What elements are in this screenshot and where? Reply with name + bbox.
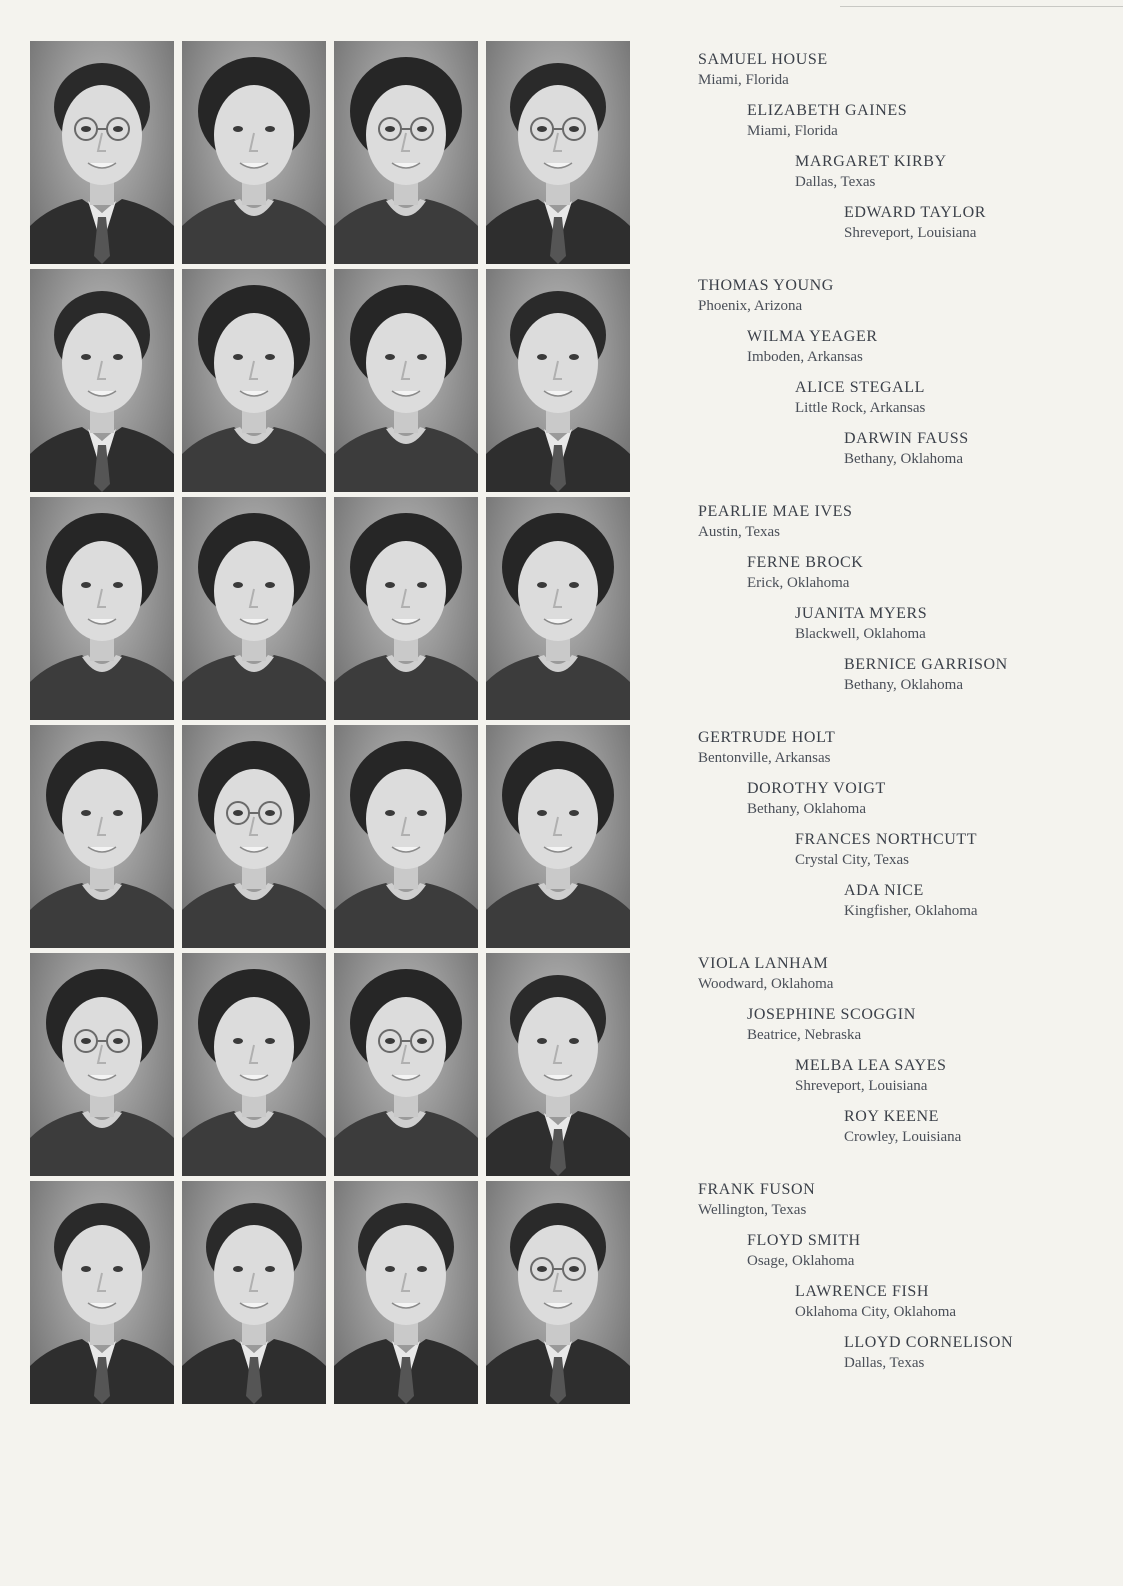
name-group (698, 1180, 1118, 1406)
portrait-photo (486, 269, 630, 492)
person-name: JOSEPHINE SCOGGIN (747, 1006, 916, 1023)
person-entry (698, 954, 1118, 1005)
portrait-photo (182, 269, 326, 492)
portrait-photo (334, 1181, 478, 1404)
person-hometown: Bethany, Oklahoma (844, 677, 963, 693)
portrait-grid (30, 41, 630, 1404)
person-name: ADA NICE (844, 882, 924, 899)
portrait-photo (486, 497, 630, 720)
person-name: FLOYD SMITH (747, 1232, 861, 1249)
person-entry (747, 1231, 1118, 1282)
person-entry (698, 502, 1118, 553)
person-name: DOROTHY VOIGT (747, 780, 886, 797)
person-hometown: Wellington, Texas (698, 1202, 807, 1218)
person-entry (844, 1107, 1118, 1158)
person-entry (698, 276, 1118, 327)
person-name: ALICE STEGALL (795, 379, 926, 396)
person-entry (795, 152, 1118, 203)
person-name: PEARLIE MAE IVES (698, 503, 853, 520)
portrait-photo (334, 269, 478, 492)
name-group (698, 954, 1118, 1180)
person-name: FERNE BROCK (747, 554, 864, 571)
person-entry (747, 779, 1118, 830)
portrait-photo (182, 1181, 326, 1404)
portrait-photo (486, 1181, 630, 1404)
person-hometown: Shreveport, Louisiana (795, 1078, 928, 1094)
person-name: ROY KEENE (844, 1108, 940, 1125)
person-entry (844, 203, 1118, 254)
person-name: DARWIN FAUSS (844, 430, 969, 447)
person-hometown: Blackwell, Oklahoma (795, 626, 926, 642)
person-entry (795, 1282, 1118, 1333)
person-hometown: Bethany, Oklahoma (747, 801, 866, 817)
portrait-photo (334, 41, 478, 264)
person-hometown: Osage, Oklahoma (747, 1253, 855, 1269)
person-hometown: Beatrice, Nebraska (747, 1027, 862, 1043)
portrait-photo (30, 497, 174, 720)
person-name: MELBA LEA SAYES (795, 1057, 947, 1074)
person-hometown: Austin, Texas (698, 524, 781, 540)
portrait-photo (182, 725, 326, 948)
person-name: BERNICE GARRISON (844, 656, 1008, 673)
person-entry (844, 881, 1118, 932)
person-hometown: Phoenix, Arizona (698, 298, 803, 314)
person-hometown: Little Rock, Arkansas (795, 400, 926, 416)
person-entry (795, 830, 1118, 881)
name-group (698, 50, 1118, 276)
person-name: JUANITA MYERS (795, 605, 928, 622)
person-name: FRANK FUSON (698, 1181, 816, 1198)
top-rule (840, 6, 1123, 7)
portrait-photo (182, 497, 326, 720)
person-name: LAWRENCE FISH (795, 1283, 930, 1300)
person-name: THOMAS YOUNG (698, 277, 834, 294)
portrait-photo (30, 1181, 174, 1404)
person-name: VIOLA LANHAM (698, 955, 829, 972)
person-hometown: Imboden, Arkansas (747, 349, 863, 365)
portrait-photo (486, 41, 630, 264)
person-entry (698, 50, 1118, 101)
name-group (698, 502, 1118, 728)
person-entry (795, 378, 1118, 429)
person-hometown: Dallas, Texas (795, 174, 876, 190)
person-name: MARGARET KIRBY (795, 153, 947, 170)
person-name: FRANCES NORTHCUTT (795, 831, 978, 848)
portrait-photo (334, 953, 478, 1176)
person-name: SAMUEL HOUSE (698, 51, 828, 68)
person-hometown: Bentonville, Arkansas (698, 750, 831, 766)
portrait-photo (182, 953, 326, 1176)
person-entry (747, 327, 1118, 378)
person-entry (795, 604, 1118, 655)
portrait-photo (30, 725, 174, 948)
person-hometown: Bethany, Oklahoma (844, 451, 963, 467)
person-entry (747, 101, 1118, 152)
person-name: ELIZABETH GAINES (747, 102, 908, 119)
person-hometown: Erick, Oklahoma (747, 575, 850, 591)
person-entry (698, 1180, 1118, 1231)
person-hometown: Kingfisher, Oklahoma (844, 903, 978, 919)
person-hometown: Crystal City, Texas (795, 852, 909, 868)
person-name: LLOYD CORNELISON (844, 1334, 1014, 1351)
name-list (698, 50, 1118, 1406)
portrait-photo (334, 725, 478, 948)
person-hometown: Dallas, Texas (844, 1355, 925, 1371)
person-hometown: Crowley, Louisiana (844, 1129, 962, 1145)
person-name: WILMA YEAGER (747, 328, 878, 345)
person-hometown: Miami, Florida (747, 123, 838, 139)
portrait-photo (334, 497, 478, 720)
person-hometown: Oklahoma City, Oklahoma (795, 1304, 957, 1320)
person-entry (844, 1333, 1118, 1384)
person-entry (844, 429, 1118, 480)
person-entry (795, 1056, 1118, 1107)
portrait-photo (486, 953, 630, 1176)
person-name: GERTRUDE HOLT (698, 729, 836, 746)
portrait-photo (486, 725, 630, 948)
person-hometown: Miami, Florida (698, 72, 789, 88)
name-group (698, 728, 1118, 954)
name-group (698, 276, 1118, 502)
person-hometown: Woodward, Oklahoma (698, 976, 834, 992)
person-name: EDWARD TAYLOR (844, 204, 987, 221)
portrait-photo (30, 953, 174, 1176)
person-entry (747, 553, 1118, 604)
portrait-photo (30, 41, 174, 264)
person-entry (844, 655, 1118, 706)
portrait-photo (182, 41, 326, 264)
portrait-photo (30, 269, 174, 492)
person-hometown: Shreveport, Louisiana (844, 225, 977, 241)
person-entry (698, 728, 1118, 779)
person-entry (747, 1005, 1118, 1056)
